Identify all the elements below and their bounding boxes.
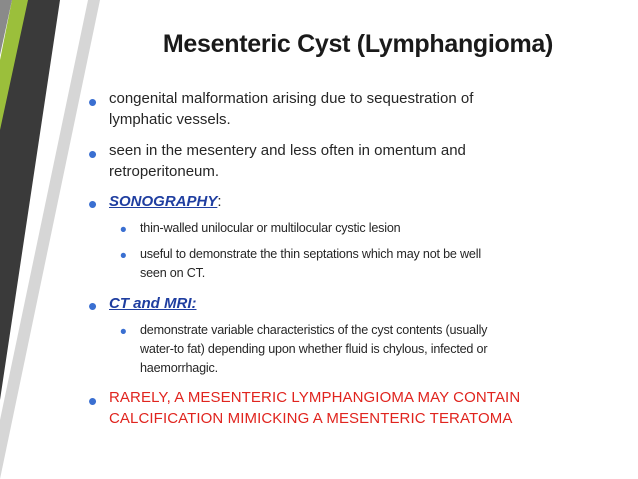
point-1-line-1: congenital malformation arising due to sequestration of [109, 90, 474, 107]
ct-mri-heading: CT and MRI: [109, 295, 197, 312]
point-3-sub-2-line-2: seen on CT. [140, 266, 206, 280]
sonography-heading: SONOGRAPHY [109, 193, 218, 210]
slide-title: Mesenteric Cyst (Lymphangioma) [162, 30, 554, 58]
bullet-point-4: • [88, 291, 98, 321]
point-2-line-2: retroperitoneum. [109, 163, 220, 180]
bullet-point-5: • [88, 386, 98, 416]
bullet-point-1: • [88, 87, 98, 117]
sub-bullet-3-1: • [120, 220, 127, 241]
point-4-sub-1-line-1: demonstrate variable characteristics of the cyst contents (usually [140, 323, 488, 337]
point-3-heading-row [109, 191, 222, 212]
point-4-heading-row [109, 293, 197, 314]
bullet-point-2: • [88, 139, 98, 169]
point-1-line-2: lymphatic vessels. [109, 111, 231, 128]
sub-bullet-4-1: • [120, 322, 127, 343]
point-4-sub-1-line-2: water-to fat) depending upon whether fluid is chylous, infected or [140, 342, 488, 356]
point-3-sub-2-line-1: useful to demonstrate the thin septations which may not be well [140, 247, 481, 261]
point-2-line-1: seen in the mesentery and less often in omentum and [109, 142, 466, 159]
point-5-line-2: CALCIFICATION MIMICKING A MESENTERIC TERATOMA [109, 410, 513, 427]
sub-bullet-3-2: • [120, 246, 127, 267]
point-5-line-1: RARELY, A MESENTERIC LYMPHANGIOMA MAY CONTAIN [109, 389, 521, 406]
point-3-sub-1-line-1: thin-walled unilocular or multilocular cystic lesion [140, 221, 401, 235]
bullet-point-3: • [88, 189, 98, 219]
point-4-sub-1-line-3: haemorrhagic. [140, 361, 218, 375]
sonography-colon: : [217, 193, 222, 210]
